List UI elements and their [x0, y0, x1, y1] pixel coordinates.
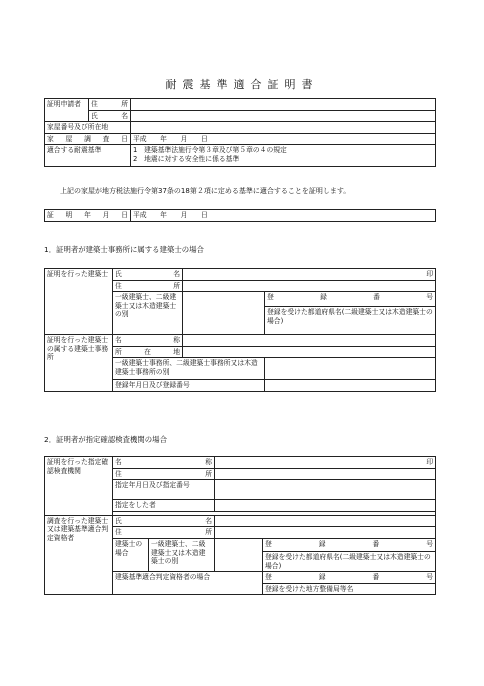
- judge-bureau-label: 登録を受けた地方整備局等名: [263, 583, 436, 595]
- architect-pref-label: 登録を受けた都道府県名(二級建築士又は木造建築士の場合): [265, 307, 436, 335]
- arch-class-label: 一級建築士、二級建築士又は木造建築士の別: [149, 538, 215, 571]
- office-reg-field[interactable]: [265, 380, 436, 392]
- certify-date-table: [44, 209, 436, 222]
- architect-name-field[interactable]: [183, 269, 436, 281]
- office-class-label: 一級建築士事務所、二級建築士事務所又は木造建築士事務所の別: [113, 358, 265, 380]
- agency-address-label: 住所: [113, 468, 215, 480]
- standard-options: [131, 145, 436, 167]
- certification-statement: 上記の家屋が地方税法施行令第37条の18第２項に定める基準に適合することを証明します。: [60, 187, 351, 195]
- arch-case-label: 建築士の場合: [113, 538, 149, 571]
- designation-label: 指定年月日及び指定番号: [113, 480, 215, 500]
- house-address-label: 家屋番号及び所在地: [45, 122, 131, 134]
- office-name-label: 名称: [113, 335, 183, 347]
- house-address-field[interactable]: [131, 122, 436, 134]
- designation-field[interactable]: [215, 480, 436, 500]
- agency-name-field[interactable]: [215, 457, 436, 469]
- architect-label: 証明を行った建築士: [45, 269, 113, 335]
- arch-class-field[interactable]: [215, 538, 263, 571]
- applicant-name-label: 氏名: [89, 110, 131, 122]
- office-reg-label: 登録年月日及び登録番号: [113, 380, 265, 392]
- architect-address-field[interactable]: [183, 280, 436, 292]
- inspector-name-label: 氏名: [113, 515, 215, 527]
- standard-option-1[interactable]: 1 建築基準法施行令第３章及び第５章の４の規定: [133, 146, 287, 155]
- arch-reg-label: 登録番号: [263, 538, 436, 551]
- survey-date-label: 家屋調査日: [45, 133, 131, 145]
- certify-date-field[interactable]: 平成 年 月 日: [131, 210, 436, 222]
- office-address-field[interactable]: [183, 346, 436, 358]
- applicant-address-field[interactable]: [131, 99, 436, 111]
- seal-mark: 印: [426, 458, 433, 466]
- agency-label: 証明を行った指定確認検査機関: [45, 457, 113, 516]
- standard-option-2[interactable]: 2 地震に対する安全性に係る基準: [133, 154, 240, 163]
- applicant-house-table: [44, 98, 436, 167]
- designator-label: 指定をした者: [113, 500, 215, 512]
- applicant-address-label: 住所: [89, 99, 131, 111]
- architect-reg-label: 登録番号: [265, 292, 436, 307]
- section1-heading: 1．証明者が建築士事務所に属する建築士の場合: [44, 245, 204, 254]
- section2-heading: 2．証明者が指定確認検査機関の場合: [44, 435, 167, 444]
- judge-case-label: 建築基準適合判定資格者の場合: [113, 572, 263, 595]
- applicant-name-field[interactable]: [131, 110, 436, 122]
- architect-name-label: 氏名: [113, 269, 183, 281]
- inspector-label: 調査を行った建築士又は建築基準適合判定資格者: [45, 515, 113, 595]
- page-title: 耐震基準適合証明書: [165, 78, 319, 91]
- section2-table: [44, 456, 436, 595]
- inspector-address-field[interactable]: [215, 527, 436, 539]
- architect-address-label: 住所: [113, 280, 183, 292]
- agency-name-label: 名称: [113, 457, 215, 469]
- office-name-field[interactable]: [183, 335, 436, 347]
- applicant-label: 証明申請者: [45, 99, 89, 122]
- office-class-field[interactable]: [265, 358, 436, 380]
- agency-address-field[interactable]: [215, 468, 436, 480]
- inspector-address-label: 住所: [113, 527, 215, 539]
- seal-mark: 印: [426, 270, 433, 278]
- arch-pref-label: 登録を受けた都道府県名(二級建築士又は木造建築士の場合): [263, 551, 436, 571]
- judge-reg-label: 登録番号: [263, 572, 436, 584]
- designator-field[interactable]: [215, 500, 436, 512]
- architect-class-field[interactable]: [183, 292, 265, 335]
- section1-table: [44, 268, 436, 392]
- office-label: 証明を行った建築士の属する建築士事務所: [45, 335, 113, 392]
- standard-label: 適合する耐震基準: [45, 145, 131, 167]
- office-address-label: 所在地: [113, 346, 183, 358]
- survey-date-field[interactable]: 平成 年 月 日: [131, 133, 436, 145]
- inspector-name-field[interactable]: [215, 515, 436, 527]
- architect-class-label: 一級建築士、二級建築士又は木造建築士の別: [113, 292, 183, 335]
- certify-date-label: 証明年月日: [45, 210, 131, 222]
